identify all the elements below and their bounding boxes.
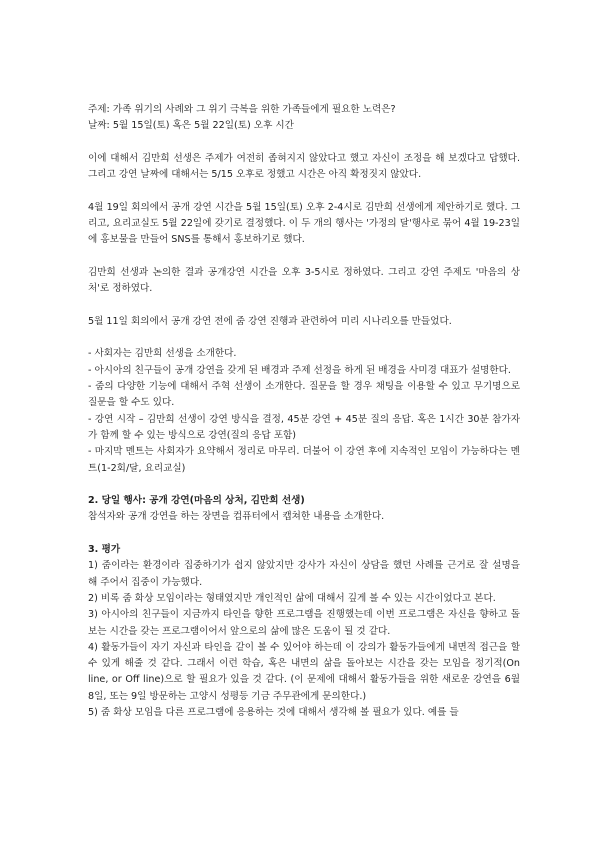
evaluation-item-5: 5) 줌 화상 모임을 다른 프로그램에 응용하는 것에 대해서 생각해 볼 필요가 있다. 예를 들	[88, 706, 459, 718]
evaluation-item-1: 1) 줌이라는 환경이라 집중하기가 쉽지 않았지만 강사가 자신이 상담을 했던 사례를 근거로 잘 설명을 해 주어서 집중이 가능했다.	[88, 560, 520, 588]
evaluation-item-2: 2) 비록 줌 화상 모임이라는 형태였지만 개인적인 삶에 대해서 깊게 볼 수 있는 시간이었다고 본다.	[88, 592, 496, 604]
paragraph-3: 김만희 선생과 논의한 결과 공개강연 시간을 오후 3-5시로 정하였다. 그리고 강연 주제도 '마음의 상처'로 정하였다.	[88, 266, 520, 295]
paragraph-2: 4월 19일 회의에서 공개 강연 시간을 5월 15일(토) 오후 2-4시로 김만희 선생에게 제안하기로 했다. 그리고, 요리교실도 5월 22일에 갖기로 결정했다. 이 두 개의 행사는 '가정의 달'행사로 묶어 4월 19-23일에 홍보물을 만들어 SNS를 통해서 홍보하기로 했다.	[88, 201, 520, 246]
evaluation-item-3: 3) 아시아의 친구들이 지금까지 타인을 향한 프로그램을 진행했는데 이번 프로그램은 자신을 향하고 돌보는 시간을 갖는 프로그램이어서 앞으로의 삶에 많은 도움이 될 것 같다.	[88, 609, 520, 637]
section-2-body: 참석자와 공개 강연을 하는 장면을 컴퓨터에서 캡쳐한 내용을 소개한다.	[88, 511, 385, 523]
section-3-heading: 3. 평가	[88, 544, 121, 556]
evaluation-item-4: 4) 활동가들이 자기 자신과 타인을 같이 볼 수 있어야 하는데 이 강의가 활동가들에게 내면적 접근을 할 수 있게 해줄 것 같다. 그래서 이런 학습, 혹은 내면의 삶을 돌아보는 시간을 갖는 모임을 정기적(On line, or Off line)으로 할 필요가 있을 것 같다. (이 문제에 대해서 활동가들을 위한 새로운 강연을 6월 8일, 또는 9일 방문하는 고양시 성평등 기금 주무관에게 문의한다.)	[88, 641, 520, 702]
section-2-heading: 2. 당일 행사: 공개 강연(마음의 상처, 김만희 선생)	[88, 495, 305, 507]
scenario-item-5: - 마지막 멘트는 사회자가 요약해서 정리로 마무리. 더불어 이 강연 후에 지속적인 모임이 가능하다는 멘트(1-2회/달, 요리교실)	[88, 446, 520, 474]
scenario-item-4: - 강연 시작 – 김만희 선생이 강연 방식을 결정, 45분 강연 + 45분 질의 응답. 혹은 1시간 30분 참가자가 함께 할 수 있는 방식으로 강연(질의 응답 포함)	[88, 413, 520, 441]
paragraph-4: 5월 11일 회의에서 공개 강연 전에 줌 강연 진행과 관련하여 미리 시나리오를 만들었다.	[88, 315, 452, 327]
topic-line: 주제: 가족 위기의 사례와 그 위기 극복을 위한 가족들에게 필요한 노력은?	[88, 104, 396, 115]
scenario-item-2: - 아시아의 친구들이 공개 강연을 갖게 된 배경과 주제 선정을 하게 된 배경을 사미경 대표가 설명한다.	[88, 364, 511, 376]
scenario-item-1: - 사회자는 김만희 선생을 소개한다.	[88, 348, 237, 360]
scenario-item-3: - 줌의 다양한 기능에 대해서 주혁 선생이 소개한다. 질문을 할 경우 채팅을 이용할 수 있고 무기명으로 질문을 할 수도 있다.	[88, 381, 520, 409]
document-page	[88, 102, 520, 721]
paragraph-1: 이에 대해서 김만희 선생은 주제가 여전히 좁혀지지 않았다고 했고 자신이 조정을 해 보겠다고 답했다. 그리고 강연 날짜에 대해서는 5/15 오후로 정했고 시간은 아직 확정짓지 않았다.	[88, 152, 520, 181]
date-line: 날짜: 5월 15일(토) 혹은 5월 22일(토) 오후 시간	[88, 120, 294, 132]
